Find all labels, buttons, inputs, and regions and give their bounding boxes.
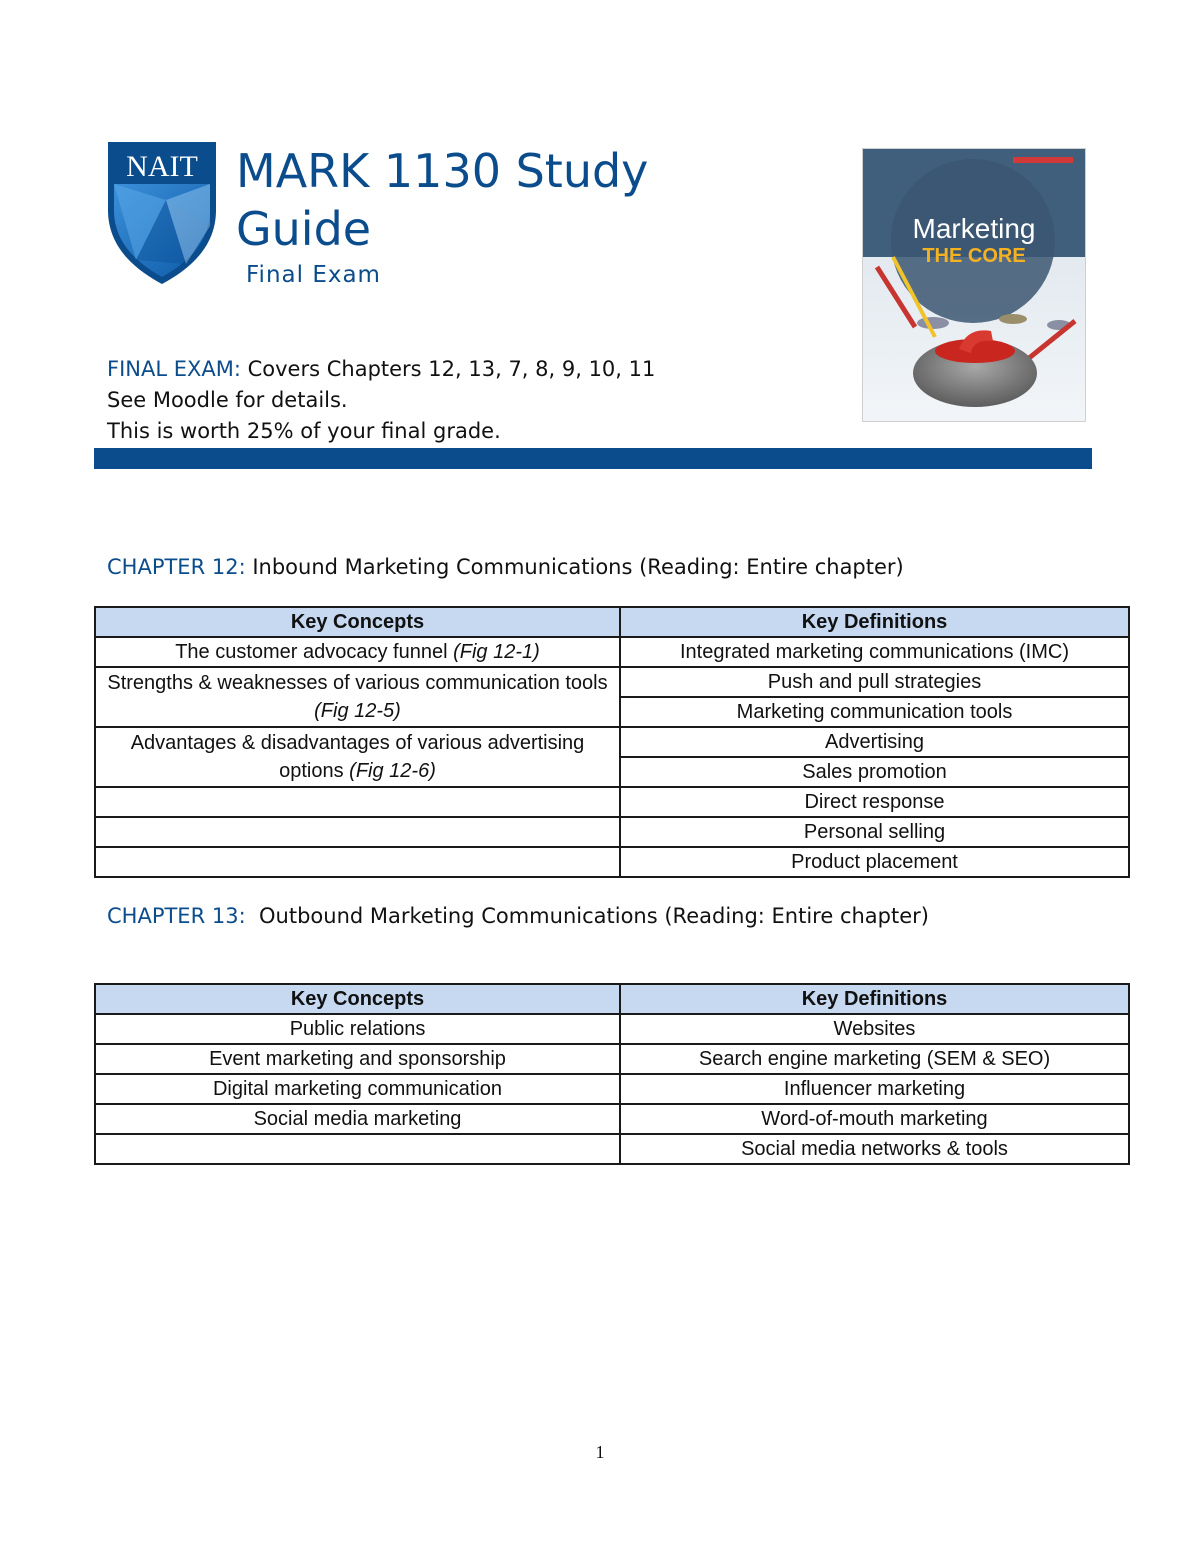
chapter-13-heading	[107, 904, 929, 928]
figure-reference: (Fig 12-1)	[453, 641, 540, 663]
page-subtitle: Final Exam	[246, 262, 381, 288]
figure-reference: (Fig 12-5)	[314, 700, 401, 722]
header-key-concepts: Key Concepts	[95, 607, 620, 637]
concept-cell-empty	[95, 817, 620, 847]
concept-cell-empty	[95, 787, 620, 817]
chapter-12-heading	[107, 555, 904, 579]
exam-details-note: See Moodle for details.	[107, 388, 348, 412]
concept-cell-empty	[95, 847, 620, 877]
concept-cell-empty	[95, 1134, 620, 1164]
logo-text: NAIT	[126, 150, 198, 183]
table-row	[95, 637, 1129, 667]
chapter-12-label: CHAPTER 12:	[107, 555, 246, 579]
table-row	[95, 787, 1129, 817]
table-row	[95, 1074, 1129, 1104]
textbook-cover	[862, 148, 1086, 422]
table-row	[95, 1044, 1129, 1074]
header-key-definitions: Key Definitions	[620, 984, 1129, 1014]
definition-cell: Product placement	[620, 847, 1129, 877]
header-key-definitions: Key Definitions	[620, 607, 1129, 637]
exam-weight-note: This is worth 25% of your final grade.	[107, 419, 501, 443]
header-key-concepts: Key Concepts	[95, 984, 620, 1014]
cover-title-line-1: Marketing	[912, 213, 1036, 244]
definition-cell: Integrated marketing communications (IMC)	[620, 637, 1129, 667]
page-title: MARK 1130 Study Guide	[236, 144, 649, 256]
concept-text: Advantages & disadvantages of various advertising options	[130, 732, 585, 782]
definition-cell: Search engine marketing (SEM & SEO)	[620, 1044, 1129, 1074]
nait-logo	[106, 140, 218, 286]
definition-cell: Websites	[620, 1014, 1129, 1044]
concept-text: The customer advocacy funnel	[175, 641, 454, 663]
definition-cell: Direct response	[620, 787, 1129, 817]
definition-cell: Social media networks & tools	[620, 1134, 1129, 1164]
definition-cell: Marketing communication tools	[620, 697, 1129, 727]
concept-cell	[95, 637, 620, 667]
concept-cell: Digital marketing communication	[95, 1074, 620, 1104]
textbook-cover-illustration	[863, 149, 1085, 421]
table-row	[95, 1134, 1129, 1164]
concept-cell	[95, 727, 620, 787]
chapter-12-title: Inbound Marketing Communications (Reading: Entire chapter)	[245, 555, 904, 579]
definition-cell: Push and pull strategies	[620, 667, 1129, 697]
table-row	[95, 727, 1129, 757]
table-row	[95, 1014, 1129, 1044]
chapter-12-table	[94, 606, 1130, 878]
table-row	[95, 817, 1129, 847]
definition-cell: Advertising	[620, 727, 1129, 757]
exam-coverage: Covers Chapters 12, 13, 7, 8, 9, 10, 11	[240, 357, 656, 381]
definition-cell: Influencer marketing	[620, 1074, 1129, 1104]
definition-cell: Personal selling	[620, 817, 1129, 847]
cover-title-line-2: THE CORE	[922, 245, 1026, 267]
table-row	[95, 1104, 1129, 1134]
figure-reference: (Fig 12-6)	[349, 760, 436, 782]
exam-info	[107, 354, 655, 447]
table-row	[95, 847, 1129, 877]
concept-text: Strengths & weaknesses of various communication tools	[107, 672, 608, 694]
table-header-row	[95, 607, 1129, 637]
chapter-13-title: Outbound Marketing Communications (Reading: Entire chapter)	[245, 904, 929, 928]
table-header-row	[95, 984, 1129, 1014]
definition-cell: Sales promotion	[620, 757, 1129, 787]
definition-cell: Word-of-mouth marketing	[620, 1104, 1129, 1134]
concept-cell: Public relations	[95, 1014, 620, 1044]
concept-cell: Social media marketing	[95, 1104, 620, 1134]
chapter-13-table	[94, 983, 1130, 1165]
exam-label: FINAL EXAM:	[107, 357, 241, 381]
concept-cell: Event marketing and sponsorship	[95, 1044, 620, 1074]
concept-cell	[95, 667, 620, 727]
section-divider-bar	[94, 448, 1092, 469]
page-number: 1	[595, 1442, 605, 1462]
table-row	[95, 667, 1129, 697]
chapter-13-label: CHAPTER 13:	[107, 904, 246, 928]
